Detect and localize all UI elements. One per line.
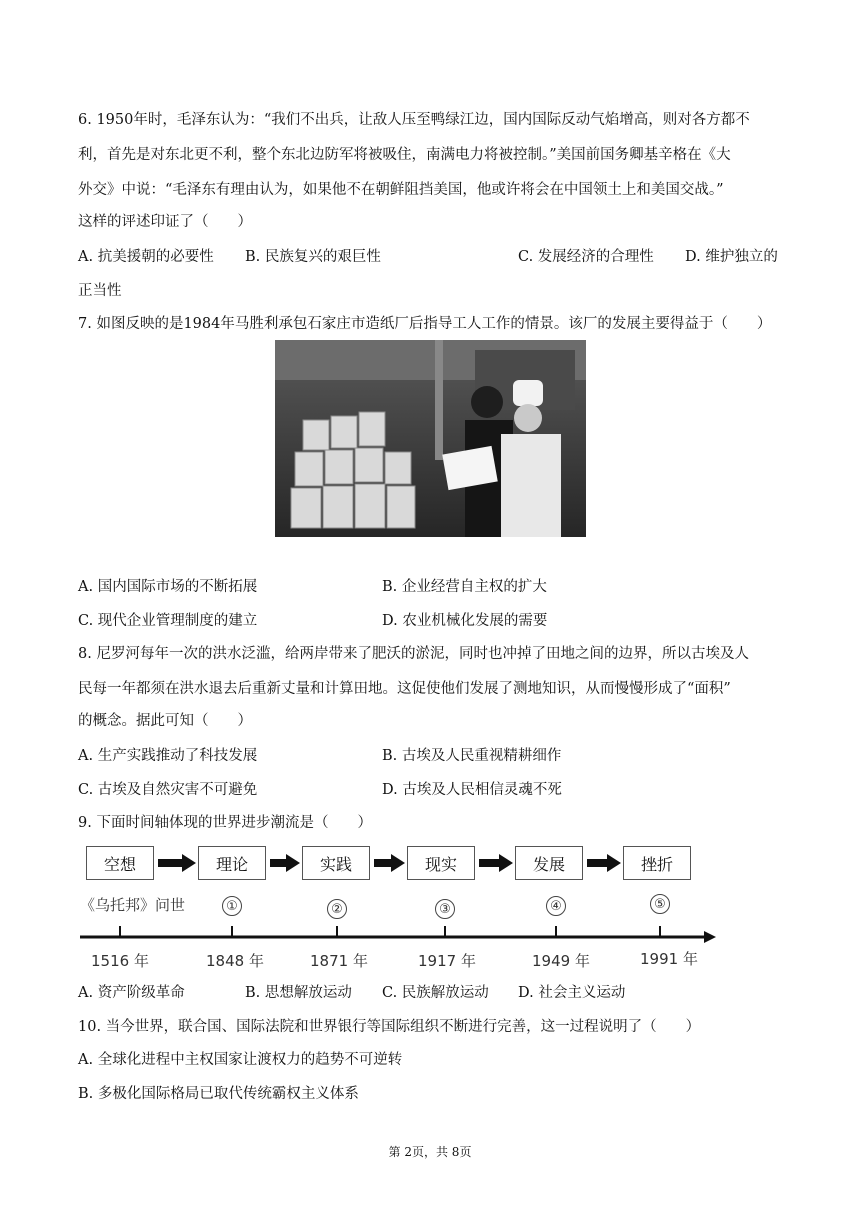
timeline-marker-3: ③	[435, 899, 455, 919]
q9-option-b: B. 思想解放运动	[245, 985, 352, 1001]
timeline-year-1949: 1949 年	[532, 952, 590, 970]
q7-option-a: A. 国内国际市场的不断拓展	[78, 579, 258, 595]
q6-line-2: 利，首先是对东北更不利，整个东北边防军将被吸住，南满电力将被控制。”美国前国务卿基辛格在《大	[78, 147, 731, 163]
q10-option-a: A. 全球化进程中主权国家让渡权力的趋势不可逆转	[78, 1052, 403, 1068]
timeline-marker-5: ⑤	[650, 894, 670, 914]
q9-option-a: A. 资产阶级革命	[78, 985, 185, 1001]
q9-option-c: C. 民族解放运动	[382, 985, 489, 1001]
q8-line-2: 民每一年都须在洪水退去后重新丈量和计算田地。这促使他们发展了测地知识，从而慢慢形成了“面积”	[78, 681, 731, 697]
q8-line-3: 的概念。据此可知（ ）	[78, 713, 252, 729]
timeline-stage-1: 空想	[86, 846, 154, 880]
timeline-year-1848: 1848 年	[206, 952, 264, 970]
timeline-year-1516: 1516 年	[91, 952, 149, 970]
q6-option-d: D. 维护独立的	[685, 249, 778, 265]
timeline-year-1871: 1871 年	[310, 952, 368, 970]
q9-stem: 9. 下面时间轴体现的世界进步潮流是（ ）	[78, 815, 372, 831]
timeline-marker-utopia: 《乌托邦》问世	[80, 896, 186, 914]
q10-option-b: B. 多极化国际格局已取代传统霸权主义体系	[78, 1086, 359, 1102]
q6-option-a: A. 抗美援朝的必要性	[78, 249, 214, 265]
timeline-stage-6: 挫折	[623, 846, 691, 880]
timeline-year-1991: 1991 年	[640, 950, 698, 968]
timeline-stage-5: 发展	[515, 846, 583, 880]
timeline-year-1917: 1917 年	[418, 952, 476, 970]
q7-option-c: C. 现代企业管理制度的建立	[78, 613, 258, 629]
q6-option-d-wrap: 正当性	[78, 283, 122, 299]
q8-line-1: 8. 尼罗河每年一次的洪水泛滥，给两岸带来了肥沃的淤泥，同时也冲掉了田地之间的边界，所以古埃及人	[78, 646, 749, 662]
q7-option-b: B. 企业经营自主权的扩大	[382, 579, 547, 595]
q8-option-c: C. 古埃及自然灾害不可避免	[78, 782, 258, 798]
q6-line-3: 外交》中说：“毛泽东有理由认为，如果他不在朝鲜阻挡美国，他或许将会在中国领土上和美国交战。”	[78, 182, 724, 198]
q8-option-d: D. 古埃及人民相信灵魂不死	[382, 782, 562, 798]
q7-stem: 7. 如图反映的是1984年马胜利承包石家庄市造纸厂后指导工人工作的情景。该厂的发展主要得益于（ ）	[78, 316, 772, 332]
timeline-marker-4: ④	[546, 896, 566, 916]
timeline-marker-2: ②	[327, 899, 347, 919]
timeline-stage-3: 实践	[302, 846, 370, 880]
q8-option-b: B. 古埃及人民重视精耕细作	[382, 748, 562, 764]
timeline-stage-4: 现实	[407, 846, 475, 880]
q7-option-d: D. 农业机械化发展的需要	[382, 613, 548, 629]
q6-line-1: 6. 1950年时，毛泽东认为：“我们不出兵，让敌人压至鸭绿江边，国内国际反动气焰增高，则对各方都不	[78, 112, 750, 128]
q8-option-a: A. 生产实践推动了科技发展	[78, 748, 258, 764]
page-footer: 第 2页，共 8页	[388, 1145, 472, 1159]
q9-option-d: D. 社会主义运动	[518, 985, 626, 1001]
q6-line-4: 这样的评述印证了（ ）	[78, 214, 252, 230]
q6-option-b: B. 民族复兴的艰巨性	[245, 249, 381, 265]
q10-stem: 10. 当今世界，联合国、国际法院和世界银行等国际组织不断进行完善，这一过程说明了（ ）	[78, 1019, 701, 1035]
timeline-stage-2: 理论	[198, 846, 266, 880]
timeline-marker-1: ①	[222, 896, 242, 916]
q6-option-c: C. 发展经济的合理性	[518, 249, 654, 265]
